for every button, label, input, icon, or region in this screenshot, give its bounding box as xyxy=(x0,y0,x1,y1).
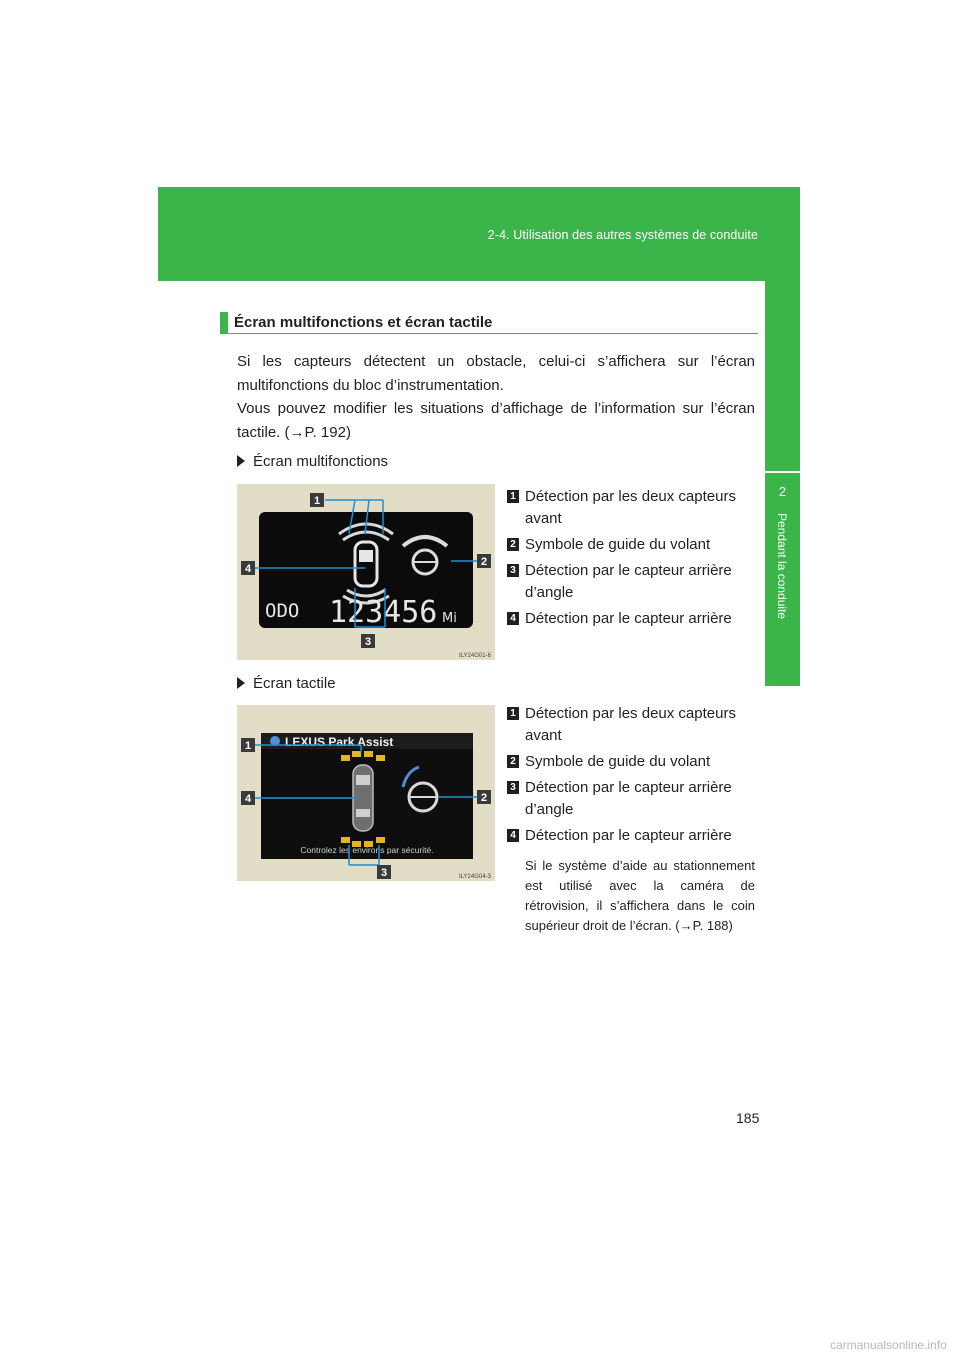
subsection-heading xyxy=(237,453,388,470)
legend-item: 2 Symbole de guide du volant xyxy=(507,751,757,773)
legend-item: 1 Détection par les deux capteurs avant xyxy=(507,486,757,530)
figure-code: ILY24G01-6 xyxy=(459,653,491,659)
chapter-header-band xyxy=(158,187,800,281)
svg-text:3: 3 xyxy=(380,867,388,879)
intro-paragraph-2: Vous pouvez modifier les situations d’affichage de l’information sur l’écran tactile. (→P. 192) xyxy=(237,400,755,441)
legend-list xyxy=(507,486,757,630)
subsection-heading xyxy=(237,675,336,692)
svg-text:1: 1 xyxy=(313,495,321,507)
watermark: carmanualsonline.info xyxy=(830,1338,947,1352)
svg-text:3: 3 xyxy=(364,636,372,648)
camera-note: Si le système d’aide au stationnement est utilisé avec la caméra de rétrovision, il s’affichera dans le coin supérieur droit de l’écran. (→P. 188) xyxy=(525,858,755,933)
page-number: 185 xyxy=(736,1110,760,1126)
chapter-number: 2 xyxy=(778,484,787,499)
screen-message: Controlez les environs par sécurité. xyxy=(300,845,434,855)
svg-text:2: 2 xyxy=(480,556,488,568)
chapter-side-tab[interactable] xyxy=(765,281,800,686)
triangle-bullet-icon xyxy=(237,677,245,689)
legend-item: 3 Détection par le capteur arrière d’angle xyxy=(507,777,757,821)
legend-item: 3 Détection par le capteur arrière d’angle xyxy=(507,560,757,604)
odometer-value: 123456 xyxy=(329,595,438,630)
svg-text:1: 1 xyxy=(244,740,252,752)
legend-item: 4 Détection par le capteur arrière xyxy=(507,825,757,847)
svg-text:4: 4 xyxy=(244,793,252,805)
triangle-bullet-icon xyxy=(237,455,245,467)
intro-paragraph: Si les capteurs détectent un obstacle, celui-ci s’affichera sur l’écran multifonctions du bloc d’instrumentation. xyxy=(237,353,755,394)
section-title: Écran multifonctions et écran tactile xyxy=(220,312,758,334)
legend-item: 2 Symbole de guide du volant xyxy=(507,534,757,556)
multi-info-display-figure xyxy=(237,484,495,660)
odometer-label: ODO xyxy=(265,600,300,622)
subsection-title: Écran multifonctions xyxy=(253,453,389,470)
legend-list xyxy=(507,703,757,847)
odometer-unit: Mi xyxy=(442,611,457,626)
touch-screen-figure xyxy=(237,705,495,881)
screen-title: LEXUS Park Assist xyxy=(285,735,394,749)
legend-item: 4 Détection par le capteur arrière xyxy=(507,608,757,630)
section-breadcrumb: 2-4. Utilisation des autres systèmes de conduite xyxy=(487,228,758,242)
svg-text:4: 4 xyxy=(244,563,252,575)
subsection-title: Écran tactile xyxy=(253,675,336,692)
tab-divider xyxy=(765,471,800,473)
figure-code: ILY24G04-3 xyxy=(459,874,491,880)
svg-text:2: 2 xyxy=(480,792,488,804)
chapter-title: Pendant la conduite xyxy=(775,513,789,620)
legend-item: 1 Détection par les deux capteurs avant xyxy=(507,703,757,747)
